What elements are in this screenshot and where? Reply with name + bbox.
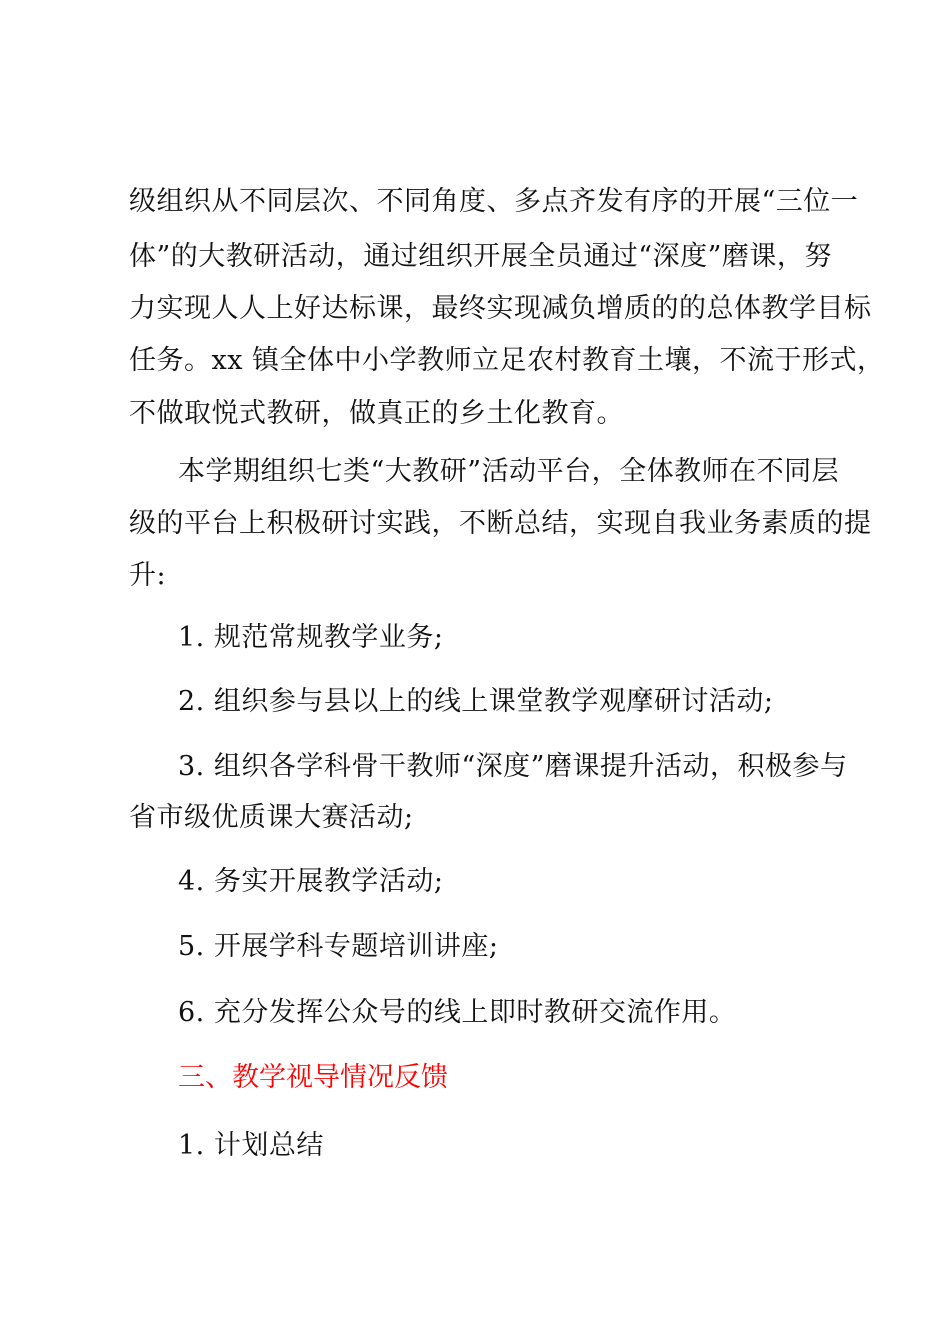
paragraph-1-line-1: 级组织从不同层次、不同角度、多点齐发有序的开展“三位一 [129, 186, 859, 217]
paragraph-1-line-4: 任务。xx 镇全体中小学教师立足农村教育土壤，不流于形式， [129, 345, 885, 376]
paragraph-2-line-1: 本学期组织七类“大教研”活动平台，全体教师在不同层 [178, 456, 840, 487]
paragraph-1-line-2: 体”的大教研活动，通过组织开展全员通过“深度”磨课，努 [129, 241, 832, 272]
section-heading: 三、教学视导情况反馈 [178, 1062, 448, 1093]
list-item-1: 1. 规范常规教学业务; [178, 622, 444, 653]
list-item-6: 6. 充分发挥公众号的线上即时教研交流作用。 [178, 997, 737, 1028]
list-item-3-line-2: 省市级优质课大赛活动; [129, 802, 414, 833]
paragraph-1-line-3: 力实现人人上好达标课，最终实现减负增质的的总体教学目标 [129, 293, 872, 324]
section-sub-item: 1. 计划总结 [178, 1130, 324, 1161]
paragraph-2-line-3: 升: [129, 560, 167, 591]
list-item-2: 2. 组织参与县以上的线上课堂教学观摩研讨活动; [178, 686, 774, 717]
list-item-4: 4. 务实开展教学活动; [178, 866, 444, 897]
list-item-5: 5. 开展学科专题培训讲座; [178, 931, 499, 962]
paragraph-2-line-2: 级的平台上积极研讨实践，不断总结，实现自我业务素质的提 [129, 508, 872, 539]
paragraph-1-line-5: 不做取悦式教研，做真正的乡土化教育。 [129, 398, 624, 429]
list-item-3-line-1: 3. 组织各学科骨干教师“深度”磨课提升活动，积极参与 [178, 751, 848, 782]
